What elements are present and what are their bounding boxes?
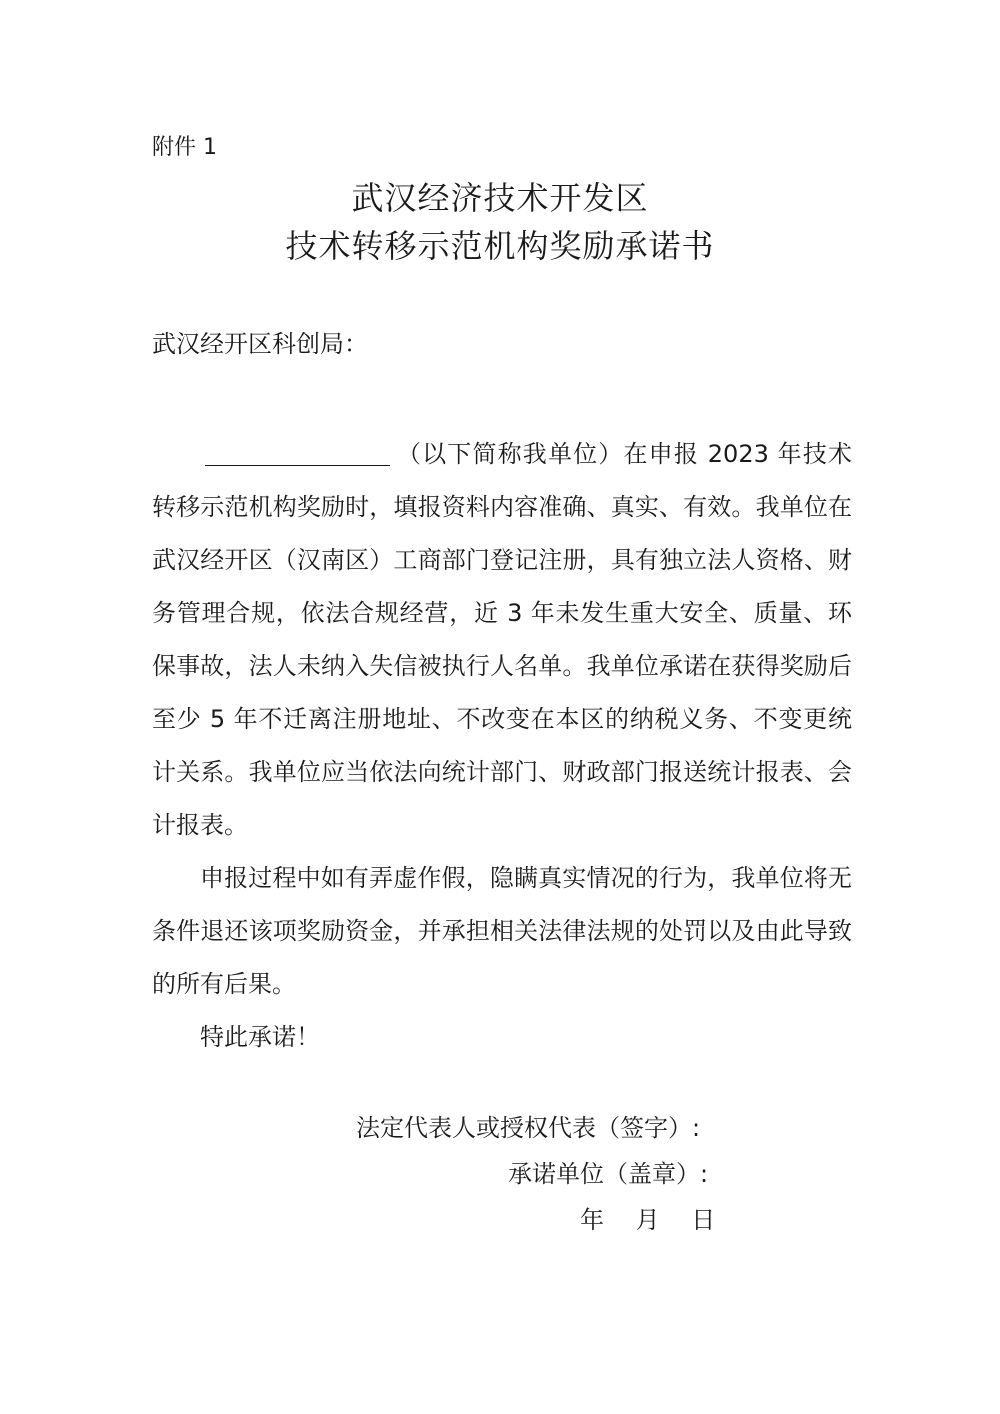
attachment-label: 附件 1 xyxy=(152,135,217,160)
commitment-body xyxy=(152,428,852,1064)
document-title-line-2: 技术转移示范机构奖励承诺书 xyxy=(285,227,715,265)
document-title-line-1: 武汉经济技术开发区 xyxy=(351,179,649,217)
signature-date: 年 月 日 xyxy=(580,1206,718,1234)
unit-name-blank xyxy=(205,435,390,466)
signature-representative: 法定代表人或授权代表（签字）: xyxy=(356,1114,701,1142)
paragraph-2: 申报过程中如有弄虚作假，隐瞒真实情况的行为，我单位将无条件退还该项奖励资金，并承担相关法律法规的处罚以及由此导致的所有后果。 xyxy=(152,864,852,998)
paragraph-1 xyxy=(152,428,852,852)
paragraph-1-text: （以下简称我单位）在申报 2023 年技术转移示范机构奖励时，填报资料内容准确、真实、有效。我单位在武汉经开区（汉南区）工商部门登记注册，具有独立法人资格、财务管理合规，依法合规经营，近 3 年未发生重大安全、质量、环保事故，法人未纳入失信被执行人名单。我单位承诺在获得奖励后至少 5 年不迁离注册地址、不改变在本区的纳税义务、不变更统计关系。我单位应当依法向统计部门、财政部门报送统计报表、会计报表。 xyxy=(152,440,852,839)
paragraph-3: 特此承诺！ xyxy=(200,1023,320,1051)
signature-unit-seal: 承诺单位（盖章）: xyxy=(508,1160,709,1188)
addressee: 武汉经开区科创局： xyxy=(152,330,368,358)
